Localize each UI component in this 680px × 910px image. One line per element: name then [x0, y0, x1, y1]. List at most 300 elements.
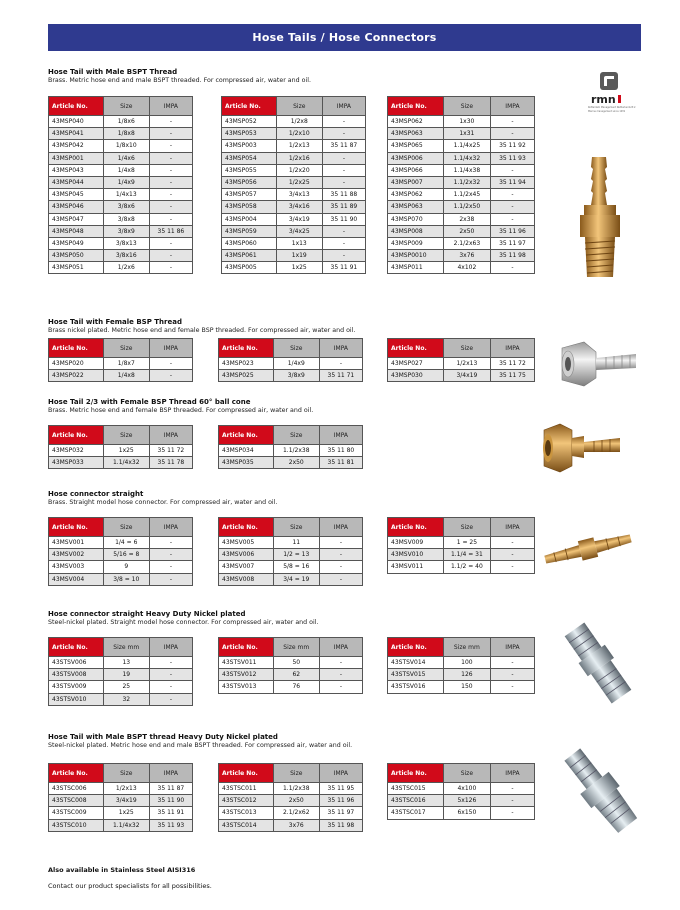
article-no-cell: 43MSP048 [49, 225, 104, 237]
header-article-no: Article No. [49, 426, 104, 445]
article-no-cell: 43MSP045 [49, 189, 104, 201]
article-no-cell: 43STSV006 [49, 657, 104, 669]
table-row [388, 140, 535, 152]
section-ball-cone [48, 398, 313, 415]
size-cell: 3/8x8 [103, 213, 149, 225]
table-row [49, 262, 193, 274]
article-no-cell: 43MSP030 [388, 370, 444, 382]
size-cell: 1.1/2x50 [443, 201, 490, 213]
table-row [49, 537, 193, 549]
size-cell: 100 [443, 657, 490, 669]
size-cell: 4x100 [443, 783, 490, 795]
header-impa: IMPA [490, 97, 534, 116]
article-no-cell: 43MSP059 [222, 225, 277, 237]
article-no-cell: 43MSP005 [222, 262, 277, 274]
header-size: Size mm [443, 638, 490, 657]
article-no-cell: 43MSP040 [49, 116, 104, 128]
impa-cell: - [149, 693, 192, 705]
table-row [49, 573, 193, 585]
table-male-bspt-1 [48, 96, 193, 274]
table-header-row [219, 339, 363, 358]
table-row [222, 237, 366, 249]
stainless-note: Also available in Stainless Steel AISI316 [48, 866, 196, 874]
article-no-cell: 43MSP034 [219, 445, 274, 457]
header-impa: IMPA [149, 426, 192, 445]
table-row [388, 189, 535, 201]
page-header [48, 24, 641, 51]
section-male-bspt-hd [48, 733, 352, 750]
header-size: Size [443, 518, 490, 537]
article-no-cell: 43MSP062 [388, 189, 444, 201]
table-row [388, 128, 535, 140]
header-size: Size [103, 339, 149, 358]
header-size: Size mm [273, 638, 319, 657]
size-cell: 1x30 [443, 116, 490, 128]
size-cell: 1/2 = 13 [273, 549, 319, 561]
article-no-cell: 43MSV001 [49, 537, 104, 549]
table-row [219, 795, 363, 807]
size-cell: 3/8x9 [273, 370, 319, 382]
size-cell: 2x50 [443, 225, 490, 237]
article-no-cell: 43STSV010 [49, 693, 104, 705]
table-row [219, 561, 363, 573]
impa-cell: - [319, 669, 362, 681]
header-size: Size [443, 339, 490, 358]
size-cell: 4x102 [443, 262, 490, 274]
table-female-bsp-3 [387, 338, 535, 382]
size-cell: 3/8x6 [103, 201, 149, 213]
size-cell: 1/2x16 [276, 152, 322, 164]
size-cell: 1x19 [276, 250, 322, 262]
section-straight-hd [48, 610, 319, 627]
section-desc: Steel-nickel plated. Metric hose end and male BSPT threaded. For compressed air, water and oil. [48, 742, 353, 749]
article-no-cell: 43MSP054 [222, 152, 277, 164]
article-no-cell: 43MSV002 [49, 549, 104, 561]
impa-cell: - [319, 573, 362, 585]
table-header-row [219, 426, 363, 445]
section-title: Hose Tail 2/3 with Female BSP Thread 60° ball cone [48, 398, 251, 406]
article-no-cell: 43MSP044 [49, 176, 104, 188]
table-header-row [388, 339, 535, 358]
impa-cell: 35 11 98 [490, 250, 534, 262]
table-row [388, 657, 535, 669]
size-cell: 1.1/2x45 [443, 189, 490, 201]
table-row [49, 457, 193, 469]
impa-cell: 35 11 72 [149, 445, 192, 457]
male-bspt-hose-tail-image [576, 153, 624, 283]
impa-cell: 35 11 72 [490, 358, 534, 370]
section-desc: Steel-nickel plated. Straight model hose connector. For compressed air, water and oil. [48, 619, 319, 626]
article-no-cell: 43MSP063 [388, 128, 444, 140]
header-impa: IMPA [319, 339, 362, 358]
straight-connector-image [540, 525, 636, 573]
size-cell: 1 = 25 [443, 537, 490, 549]
article-no-cell: 43MSP047 [49, 213, 104, 225]
impa-cell: - [490, 189, 534, 201]
impa-cell: - [490, 128, 534, 140]
header-impa: IMPA [319, 764, 362, 783]
impa-cell: 35 11 71 [319, 370, 362, 382]
header-article-no: Article No. [388, 764, 444, 783]
table-header-row [222, 97, 366, 116]
header-article-no: Article No. [388, 518, 444, 537]
table-ball-cone-2 [218, 425, 363, 469]
size-cell: 3x76 [443, 250, 490, 262]
table-row [49, 213, 193, 225]
table-row [388, 176, 535, 188]
size-cell: 1/4x8 [103, 164, 149, 176]
contact-note: Contact our product specialists for all possibilities. [48, 882, 212, 890]
size-cell: 1/2x13 [276, 140, 322, 152]
impa-cell: 35 11 89 [322, 201, 365, 213]
table-row [49, 561, 193, 573]
section-desc: Brass. Metric hose end and female BSP threaded. For compressed air, water and oil. [48, 407, 314, 414]
section-title: Hose connector straight [48, 490, 144, 498]
table-male-bspt-hd-2 [218, 763, 363, 832]
article-no-cell: 43STSV016 [388, 681, 444, 693]
article-no-cell: 43MSP046 [49, 201, 104, 213]
size-cell: 1/2x6 [103, 262, 149, 274]
table-straight-hd-1 [48, 637, 193, 706]
impa-cell: 35 11 78 [149, 457, 192, 469]
table-header-row [49, 764, 193, 783]
table-row [388, 783, 535, 795]
table-row [49, 140, 193, 152]
header-size: Size [103, 764, 149, 783]
article-no-cell: 43MSP0010 [388, 250, 444, 262]
impa-cell: - [490, 807, 534, 819]
size-cell: 5/16 = 8 [103, 549, 149, 561]
size-cell: 1.1/4x32 [103, 457, 149, 469]
impa-cell: 35 11 81 [319, 457, 362, 469]
header-impa: IMPA [319, 638, 362, 657]
header-impa: IMPA [319, 426, 362, 445]
size-cell: 1/2x25 [276, 176, 322, 188]
size-cell: 2x38 [443, 213, 490, 225]
table-row [49, 176, 193, 188]
article-no-cell: 43STSC015 [388, 783, 444, 795]
table-header-row [388, 97, 535, 116]
article-no-cell: 43STSV014 [388, 657, 444, 669]
table-row [49, 358, 193, 370]
article-no-cell: 43STSV011 [219, 657, 274, 669]
article-no-cell: 43MSP056 [222, 176, 277, 188]
impa-cell: - [149, 128, 192, 140]
impa-cell: - [322, 225, 365, 237]
section-title: Hose connector straight Heavy Duty Nickel plated [48, 610, 246, 618]
impa-cell: - [322, 116, 365, 128]
table-row [49, 225, 193, 237]
table-row [49, 549, 193, 561]
header-article-no: Article No. [49, 764, 104, 783]
table-row [49, 128, 193, 140]
table-row [222, 189, 366, 201]
section-male-bspt [48, 68, 311, 85]
table-row [388, 537, 535, 549]
article-no-cell: 43MSP008 [388, 225, 444, 237]
header-size: Size mm [103, 638, 149, 657]
size-cell: 1/4x9 [273, 358, 319, 370]
header-size: Size [103, 426, 149, 445]
header-impa: IMPA [149, 764, 192, 783]
article-no-cell: 43MSP063 [388, 201, 444, 213]
header-article-no: Article No. [219, 518, 274, 537]
impa-cell: 35 11 87 [322, 140, 365, 152]
header-size: Size [273, 764, 319, 783]
table-row [219, 358, 363, 370]
article-no-cell: 43MSV004 [49, 573, 104, 585]
size-cell: 3/8x9 [103, 225, 149, 237]
ball-cone-hose-tail-image [538, 418, 624, 478]
header-impa: IMPA [490, 518, 534, 537]
size-cell: 1/8x8 [103, 128, 149, 140]
header-impa: IMPA [149, 518, 192, 537]
table-row [49, 201, 193, 213]
impa-cell: - [322, 152, 365, 164]
impa-cell: 35 11 93 [490, 152, 534, 164]
table-row [49, 370, 193, 382]
article-no-cell: 43MSP052 [222, 116, 277, 128]
table-row [222, 152, 366, 164]
size-cell: 3/4x19 [103, 795, 149, 807]
page-title: Hose Tails / Hose Connectors [252, 31, 437, 44]
article-no-cell: 43MSP053 [222, 128, 277, 140]
table-row [388, 807, 535, 819]
impa-cell: - [490, 164, 534, 176]
size-cell: 1/4x8 [103, 370, 149, 382]
table-row [388, 237, 535, 249]
impa-cell: 35 11 95 [319, 783, 362, 795]
article-no-cell: 43STSC009 [49, 807, 104, 819]
impa-cell: - [322, 164, 365, 176]
size-cell: 1/8x7 [103, 358, 149, 370]
size-cell: 1.1/2x32 [443, 176, 490, 188]
table-row [219, 669, 363, 681]
impa-cell: - [319, 561, 362, 573]
impa-cell: - [149, 573, 192, 585]
table-row [49, 189, 193, 201]
table-header-row [219, 638, 363, 657]
article-no-cell: 43MSP050 [49, 250, 104, 262]
table-row [222, 250, 366, 262]
size-cell: 1.1/2x38 [273, 445, 319, 457]
table-row [388, 116, 535, 128]
size-cell: 3/4x13 [276, 189, 322, 201]
article-no-cell: 43MSP020 [49, 358, 104, 370]
article-no-cell: 43MSV009 [388, 537, 444, 549]
article-no-cell: 43MSP007 [388, 176, 444, 188]
header-impa: IMPA [149, 97, 192, 116]
article-no-cell: 43MSP041 [49, 128, 104, 140]
header-article-no: Article No. [219, 764, 274, 783]
impa-cell: 35 11 97 [319, 807, 362, 819]
table-header-row [49, 97, 193, 116]
impa-cell: - [149, 262, 192, 274]
impa-cell: 35 11 75 [490, 370, 534, 382]
size-cell: 3/8x13 [103, 237, 149, 249]
impa-cell: - [490, 201, 534, 213]
table-row [49, 795, 193, 807]
table-female-bsp-2 [218, 338, 363, 382]
article-no-cell: 43MSP042 [49, 140, 104, 152]
size-cell: 1/8x10 [103, 140, 149, 152]
size-cell: 2x50 [273, 795, 319, 807]
size-cell: 1.1/4x25 [443, 140, 490, 152]
table-header-row [49, 518, 193, 537]
size-cell: 1.1/4x38 [443, 164, 490, 176]
size-cell: 1.1/4 = 31 [443, 549, 490, 561]
header-article-no: Article No. [49, 518, 104, 537]
impa-cell: 35 11 88 [322, 189, 365, 201]
impa-cell: - [490, 561, 534, 573]
impa-cell: - [490, 669, 534, 681]
table-straight-hd-2 [218, 637, 363, 694]
table-row [222, 213, 366, 225]
svg-text:rmn: rmn [591, 93, 616, 106]
size-cell: 5x126 [443, 795, 490, 807]
article-no-cell: 43MSP009 [388, 237, 444, 249]
table-row [219, 783, 363, 795]
size-cell: 1x25 [276, 262, 322, 274]
table-row [222, 262, 366, 274]
header-article-no: Article No. [388, 339, 444, 358]
size-cell: 2.1/2x63 [443, 237, 490, 249]
impa-cell: - [319, 537, 362, 549]
header-article-no: Article No. [222, 97, 277, 116]
size-cell: 9 [103, 561, 149, 573]
size-cell: 1.1/4x32 [103, 819, 149, 831]
impa-cell: - [149, 537, 192, 549]
size-cell: 3/4 = 19 [273, 573, 319, 585]
article-no-cell: 43MSP003 [222, 140, 277, 152]
impa-cell: 35 11 87 [149, 783, 192, 795]
impa-cell: - [490, 549, 534, 561]
table-header-row [49, 426, 193, 445]
table-straight-hd-3 [387, 637, 535, 694]
section-connector-straight [48, 490, 277, 507]
table-connector-straight-1 [48, 517, 193, 586]
straight-hd-connector-image [562, 622, 634, 704]
table-row [219, 819, 363, 831]
table-row [219, 681, 363, 693]
size-cell: 1/4x9 [103, 176, 149, 188]
article-no-cell: 43MSV008 [219, 573, 274, 585]
size-cell: 1x31 [443, 128, 490, 140]
table-row [49, 116, 193, 128]
header-impa: IMPA [149, 339, 192, 358]
size-cell: 1/2x10 [276, 128, 322, 140]
article-no-cell: 43STSC012 [219, 795, 274, 807]
header-size: Size [103, 518, 149, 537]
table-row [388, 250, 535, 262]
size-cell: 3/4x19 [443, 370, 490, 382]
impa-cell: - [149, 213, 192, 225]
size-cell: 1/2x8 [276, 116, 322, 128]
size-cell: 1/4x13 [103, 189, 149, 201]
table-header-row [49, 339, 193, 358]
article-no-cell: 43MSP060 [222, 237, 277, 249]
impa-cell: 35 11 91 [322, 262, 365, 274]
section-title: Hose Tail with Male BSPT thread Heavy Duty Nickel plated [48, 733, 278, 741]
header-article-no: Article No. [219, 426, 274, 445]
size-cell: 11 [273, 537, 319, 549]
impa-cell: - [149, 561, 192, 573]
impa-cell: 35 11 91 [149, 807, 192, 819]
table-row [49, 657, 193, 669]
header-impa: IMPA [490, 339, 534, 358]
table-row [49, 669, 193, 681]
article-no-cell: 43MSP027 [388, 358, 444, 370]
header-size: Size [273, 339, 319, 358]
table-ball-cone-1 [48, 425, 193, 469]
article-no-cell: 43MSP062 [388, 116, 444, 128]
impa-cell: - [149, 657, 192, 669]
impa-cell: - [490, 783, 534, 795]
size-cell: 3/4x19 [276, 213, 322, 225]
article-no-cell: 43STSV012 [219, 669, 274, 681]
impa-cell: - [149, 116, 192, 128]
size-cell: 1.1/2x38 [273, 783, 319, 795]
impa-cell: - [490, 795, 534, 807]
size-cell: 25 [103, 681, 149, 693]
article-no-cell: 43MSV011 [388, 561, 444, 573]
article-no-cell: 43STSC008 [49, 795, 104, 807]
table-row [49, 819, 193, 831]
size-cell: 3x76 [273, 819, 319, 831]
article-no-cell: 43STSC010 [49, 819, 104, 831]
article-no-cell: 43MSP065 [388, 140, 444, 152]
size-cell: 3/8x16 [103, 250, 149, 262]
section-desc: Brass. Straight model hose connector. For compressed air, water and oil. [48, 499, 278, 506]
size-cell: 3/4x16 [276, 201, 322, 213]
table-row [49, 152, 193, 164]
table-header-row [388, 764, 535, 783]
article-no-cell: 43STSC013 [219, 807, 274, 819]
article-no-cell: 43MSP070 [388, 213, 444, 225]
size-cell: 5/8 = 16 [273, 561, 319, 573]
article-no-cell: 43MSV006 [219, 549, 274, 561]
size-cell: 1.1/2 = 40 [443, 561, 490, 573]
header-size: Size [443, 97, 490, 116]
table-row [222, 176, 366, 188]
impa-cell: 35 11 93 [149, 819, 192, 831]
table-row [388, 561, 535, 573]
impa-cell: - [319, 358, 362, 370]
article-no-cell: 43STSC006 [49, 783, 104, 795]
article-no-cell: 43MSP057 [222, 189, 277, 201]
table-row [388, 201, 535, 213]
table-row [49, 164, 193, 176]
impa-cell: - [490, 537, 534, 549]
table-row [388, 358, 535, 370]
size-cell: 3/8 = 10 [103, 573, 149, 585]
impa-cell: - [149, 681, 192, 693]
impa-cell: 35 11 80 [319, 445, 362, 457]
impa-cell: 35 11 94 [490, 176, 534, 188]
article-no-cell: 43STSC011 [219, 783, 274, 795]
table-header-row [219, 518, 363, 537]
article-no-cell: 43MSV005 [219, 537, 274, 549]
article-no-cell: 43MSP058 [222, 201, 277, 213]
table-row [388, 681, 535, 693]
article-no-cell: 43MSP011 [388, 262, 444, 274]
impa-cell: 35 11 96 [319, 795, 362, 807]
article-no-cell: 43STSC014 [219, 819, 274, 831]
impa-cell: - [149, 189, 192, 201]
table-header-row [388, 638, 535, 657]
article-no-cell: 43MSP006 [388, 152, 444, 164]
article-no-cell: 43MSP051 [49, 262, 104, 274]
